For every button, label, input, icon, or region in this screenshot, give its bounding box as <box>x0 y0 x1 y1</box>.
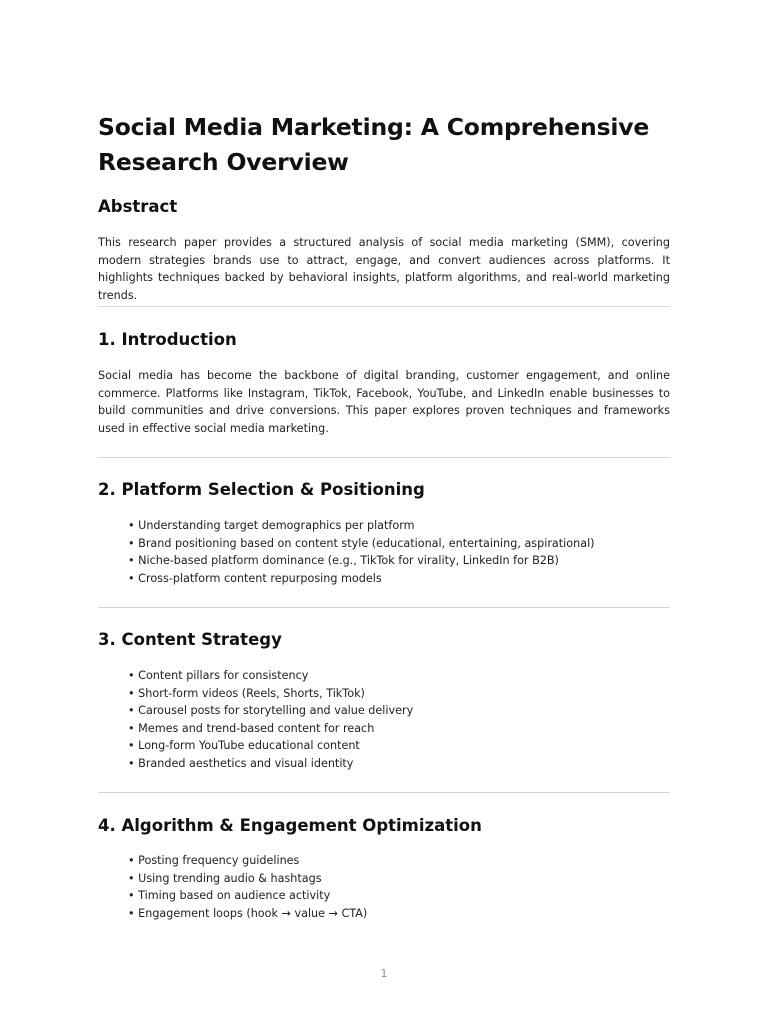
introduction-heading: 1. Introduction <box>98 330 237 349</box>
content-strategy-list <box>128 667 668 773</box>
list-item: • Carousel posts for storytelling and value delivery <box>128 704 414 718</box>
content-strategy-heading: 3. Content Strategy <box>98 630 282 649</box>
list-item: • Short-form videos (Reels, Shorts, TikTok) <box>128 686 365 700</box>
section-divider <box>98 792 670 793</box>
list-item: • Using trending audio & hashtags <box>128 871 322 885</box>
algorithm-engagement-heading: 4. Algorithm & Engagement Optimization <box>98 816 482 835</box>
list-item: • Brand positioning based on content style (educational, entertaining, aspirational) <box>128 536 595 550</box>
list-item: • Timing based on audience activity <box>128 889 331 903</box>
platform-selection-heading: 2. Platform Selection & Positioning <box>98 480 425 499</box>
platform-selection-list <box>128 517 668 587</box>
document-title: Social Media Marketing: A Comprehensive Research Overview <box>98 113 650 176</box>
section-divider <box>98 607 670 608</box>
list-item: • Cross-platform content repurposing models <box>128 571 382 585</box>
section-divider <box>98 306 670 307</box>
abstract-text: This research paper provides a structured analysis of social media marketing (SMM), covering modern strategies brands use to attract, engage, and convert audiences across platforms. It highlights techniques backed by behavioral insights, platform algorithms, and real-world marketing trends. <box>98 236 670 302</box>
list-item: • Branded aesthetics and visual identity <box>128 756 354 770</box>
list-item: • Niche-based platform dominance (e.g., TikTok for virality, LinkedIn for B2B) <box>128 554 559 568</box>
list-item: • Memes and trend-based content for reach <box>128 721 375 735</box>
list-item: • Long-form YouTube educational content <box>128 739 360 753</box>
list-item: • Content pillars for consistency <box>128 669 309 682</box>
page-number: 1 <box>380 968 388 980</box>
list-item: • Engagement loops (hook → value → CTA) <box>128 906 368 920</box>
list-item: • Understanding target demographics per platform <box>128 519 415 532</box>
introduction-text: Social media has become the backbone of digital branding, customer engagement, and online commerce. Platforms like Instagram, TikTok, Facebook, YouTube, and LinkedIn enable businesses to build communities and drive conversions. This paper explores proven techniques and frameworks used in effective social media marketing. <box>98 369 670 435</box>
section-divider <box>98 457 670 458</box>
algorithm-engagement-list <box>128 852 668 922</box>
list-item: • Posting frequency guidelines <box>128 854 300 867</box>
abstract-heading: Abstract <box>98 197 178 216</box>
